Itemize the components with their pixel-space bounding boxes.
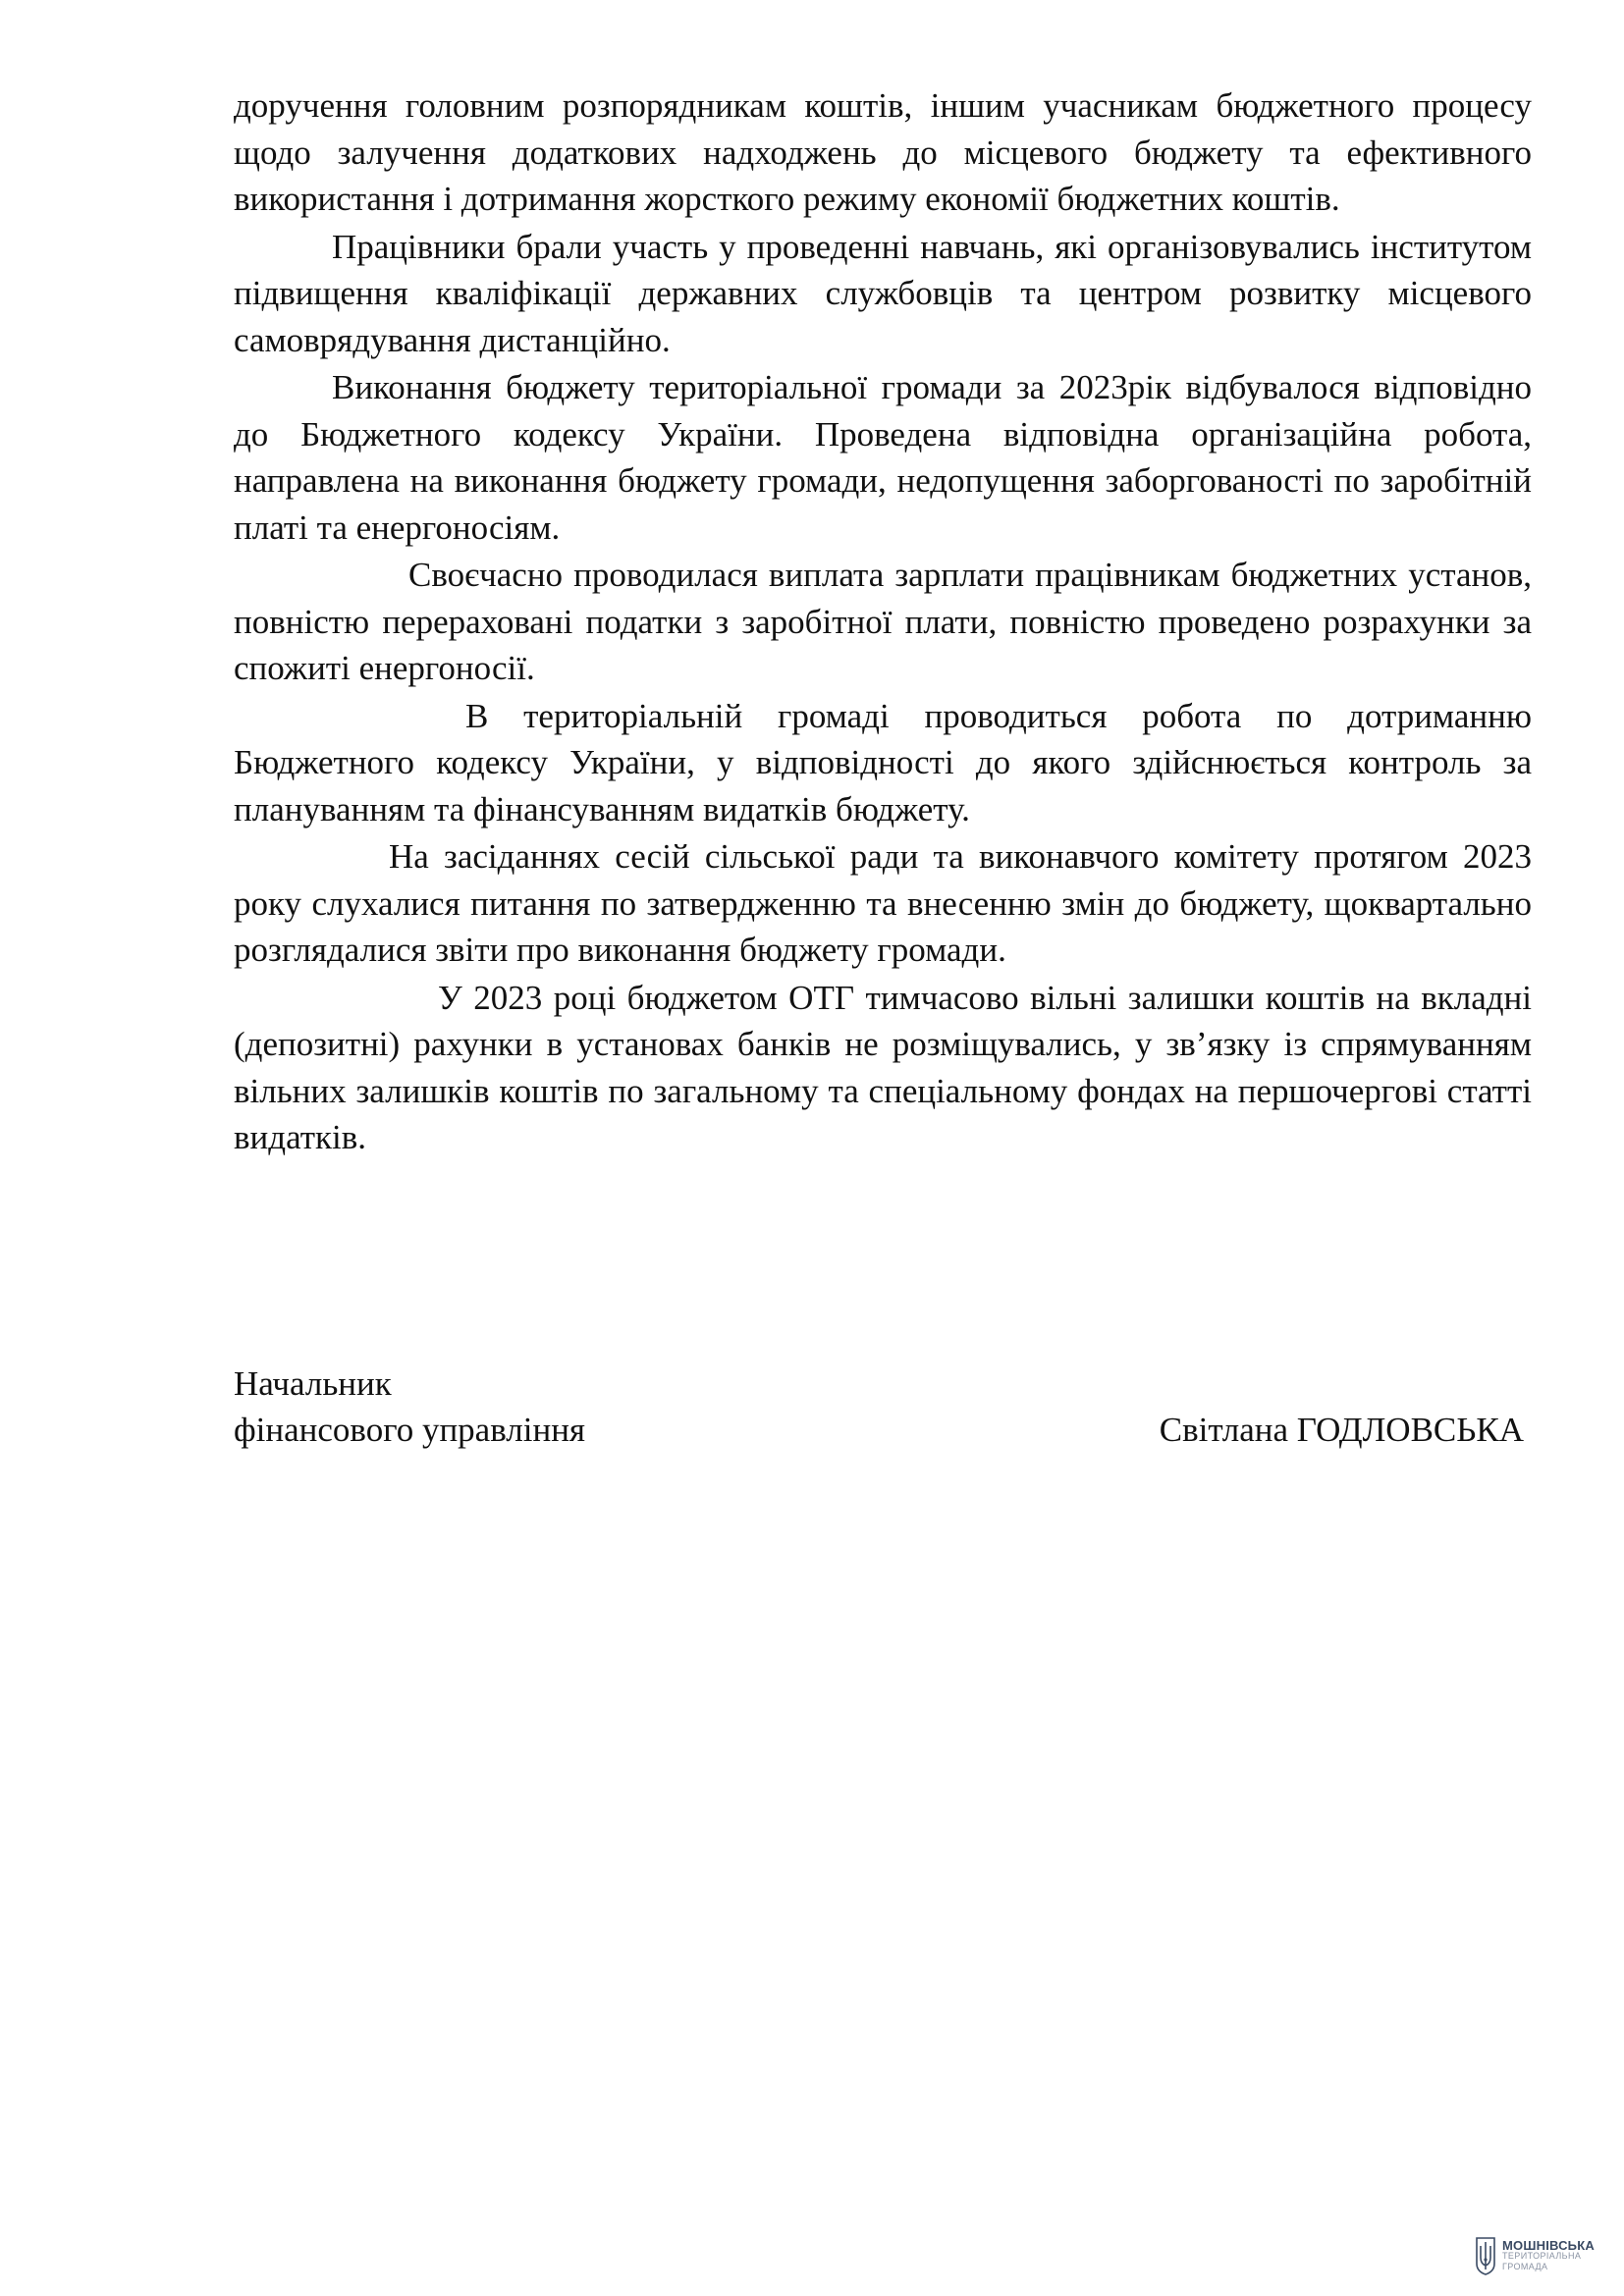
- logo-text: [1502, 2237, 1595, 2272]
- signature-block: [234, 1361, 1532, 1453]
- paragraph-instructions: доручення головним розпорядникам коштів, іншим учасникам бюджетного процесу щодо залучення додаткових надходжень до місцевого бюджету та ефективного використання і дотримання жорсткого режиму економії бюджетних коштів.: [234, 86, 1532, 218]
- community-logo: [1475, 2236, 1595, 2275]
- paragraph-council-sessions: На засіданнях сесій сільської ради та виконавчого комітету протягом 2023 року слухалися питання по затвердженню та внесенню змін до бюджету, щоквартально розглядалися звіти про виконання бюджету громади.: [234, 837, 1532, 969]
- signature-position-line2: фінансового управління: [234, 1411, 586, 1449]
- paragraph-free-balances: У 2023 році бюджетом ОТГ тимчасово вільні залишки коштів на вкладні (депозитні) рахунки в установах банків не розміщувались, у зв’язку із спрямуванням вільних залишків коштів по загальному та спеціальному фондах на першочергові статті видатків.: [234, 978, 1532, 1156]
- trident-emblem-icon: [1475, 2236, 1496, 2275]
- signature-position-line1: Начальник: [234, 1364, 392, 1403]
- signature-name: Світлана ГОДЛОВСЬКА: [1159, 1411, 1524, 1449]
- paragraph-budget-execution: Виконання бюджету територіальної громади за 2023рік відбувалося відповідно до Бюджетного кодексу України. Проведена відповідна організаційна робота, направлена на виконання бюджету громади, недопущення заборгованості по заробітній платі та енергоносіям.: [234, 368, 1532, 547]
- logo-subtitle-1: ТЕРИТОРІАЛЬНА: [1502, 2250, 1582, 2261]
- logo-title: МОШНІВСЬКА: [1502, 2237, 1595, 2253]
- logo-subtitle-2: ГРОМАДА: [1502, 2261, 1548, 2271]
- paragraph-budget-code-control: В територіальній громаді проводиться робота по дотриманню Бюджетного кодексу України, у відповідності до якого здійснюється контроль за плануванням та фінансуванням видатків бюджету.: [234, 696, 1532, 828]
- paragraph-training: Працівники брали участь у проведенні навчань, які організовувались інститутом підвищення кваліфікації державних службовців та центром розвитку місцевого самоврядування дистанційно.: [234, 227, 1532, 359]
- paragraph-salary-payments: Своєчасно проводилася виплата зарплати працівникам бюджетних установ, повністю перераховані податки з заробітної плати, повністю проведено розрахунки за спожиті енергоносії.: [234, 556, 1532, 687]
- document-body: [234, 82, 1532, 1162]
